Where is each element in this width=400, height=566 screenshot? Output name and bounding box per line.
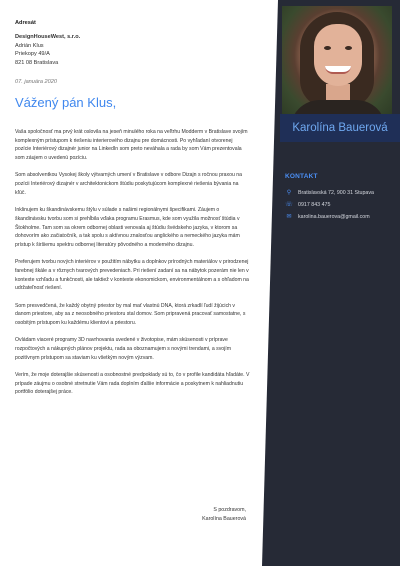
signature-name: Karolína Bauerová [202,515,246,522]
body-paragraph: Vaša spoločnosť ma prvý krát oslovila na jeseň minulého roka na veľtrhu Modderm v Bratislave svojím komplexným prístupom k riešeniu interierového dizajnu pre domácnosti. Po vyhľadaní otvorenej pozície Interiérový dizajnér junior na LinkedIn som preto neváhala a rada by som Vám prezentovala som záujem o uvedenú pozíciu. [15,129,248,162]
letter-greeting: Vážený pán Klus, [15,95,117,110]
recipient-city: 821 08 Bratislava [15,59,59,66]
letter-signoff [150,506,246,523]
recipient-street: Priekopy 49/A [15,51,50,58]
body-paragraph: Som absolventkou Vysokej školy výtvarných umení v Bratislave v odbore Dizajn s ročnou praxou na pozícii Interiérový dizajnér v architektonickom štúdiu poskytujúcom komplexné riešenia bývania na kľúč. [15,172,242,196]
envelope-icon: ✉ [286,214,292,220]
recipient-name: Adrián Klus [15,42,44,49]
phone-icon: ☏ [285,202,293,208]
location-pin-icon: ⚲ [286,190,292,196]
profile-photo [282,6,392,116]
contact-address-text: Bratislavská 72, 900 31 Stupava [298,189,374,196]
closing-text: S pozdravom, [213,507,246,513]
body-paragraph: Verím, že moje doterajšie skúsenosti a osobnostné predpoklady sú to, čo v profile kandidáta hľadáte. V prípade záujmu o osobné stretnutie Vám rada doplním ďalšie informácie a poskytnem k nahliadnutiu portfólio doterajšej práce. [15,372,250,396]
recipient-company: DesignHouseWest, s.r.o. [15,34,81,40]
letter-body [15,128,250,406]
body-paragraph: Som presvedčená, že každý obytný priestor by mal mať vlastnú DNA, ktorá zrkadlí ľudí žijúcich v danom priestore, aby sa z neosobného priestoru stal domov. Som pripravená pracovať samostatne, s osobitým prístupom ku každému klientovi a priestoru. [15,302,246,327]
recipient-address [15,33,80,67]
body-paragraph: Preferujem tvorbu nových interiérov v použitím nábytku a doplnkov prírodných materiálov v prirodzenej farebnej škále a v rôznych tvarových prevedeniach. Pri riešení zadaní sa na nábytok pozerám nie len v kontexte vzhľadu a funkčnosti, ale taktiež v kontexte ekonomickom, environmentálnom a s ohľadom na udržateľnosť riešení. [15,259,249,292]
profile-name: Karolína Bauerová [280,114,400,142]
letter-date: 07. januára 2020 [15,79,57,85]
body-paragraph: Ovládam viaceré programy 3D navrhovania uvedené v životopise, mám skúsenosti v príprave rozpočtových a nákupných plánov projektu, rada sa oboznamujem s novými trendami, a svojím pozitívnym prístupom sa staviam ku všetkým novým výzvam. [15,337,232,361]
contact-email[interactable] [285,213,370,220]
recipient-heading: Adresát [15,20,36,26]
contact-address [285,189,374,196]
contact-email-text[interactable]: karolina.bauerova@gmail.com [298,213,370,220]
contact-phone-text: 0917 843 475 [298,201,331,208]
body-paragraph: Inklinujem ku škandinávskemu štýlu v súlade s našimi regionálnymi špecifikami. Záujem o škandinávsku tvorbu som si prehĺbila vďaka programu Erasmus, kde som využila možnosť štúdia v Štokholme. Tam som sa okrem odbornej oblasti venovala aj štúdiu švédskeho jazyka, v ktorom sa dohovorím ako začiatočník, a tak spolu s aktívnou znalosťou anglického a nemeckého jazyka mám prístup k širšiemu spektru odbornej literatúry pôvodného a moderného dizajnu. [15,207,240,248]
contact-phone [285,201,330,208]
contact-heading: KONTAKT [285,173,318,180]
